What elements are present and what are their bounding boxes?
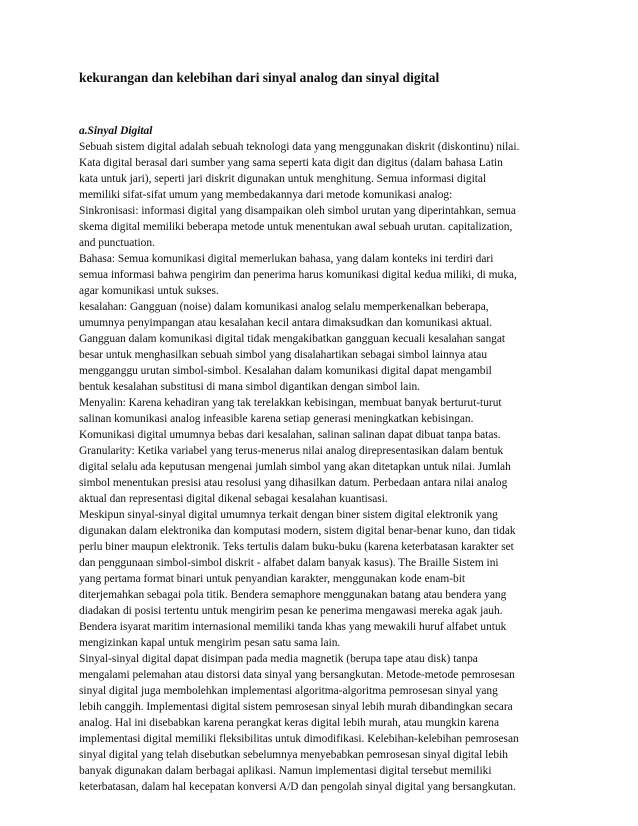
text-line: umumnya penyimpangan atau kesalahan kecil antara dimaksudkan dan komunikasi aktual.: [79, 317, 493, 329]
text-line: Meskipun sinyal-sinyal digital umumnya terkait dengan biner sistem digital elektronik yang: [79, 509, 498, 521]
text-line: memiliki sifat-sifat umum yang membedakannya dari metode komunikasi analog:: [79, 189, 453, 201]
text-line: besar untuk menghasilkan sebuah simbol yang disalahartikan sebagai simbol lainnya atau: [79, 349, 488, 361]
text-line: diterjemahkan sebagai pola titik. Bendera semaphore menggunakan batang atau bendera yang: [79, 589, 507, 601]
text-line: Menyalin: Karena kehadiran yang tak terelakkan kebisingan, membuat banyak berturut-turut: [79, 397, 502, 409]
text-line: kesalahan: Gangguan (noise) dalam komunikasi analog selalu memperkenalkan beberapa,: [79, 301, 489, 313]
text-line: and punctuation.: [79, 237, 155, 249]
text-line: skema digital memiliki beberapa metode untuk menentukan awal sebuah urutan. capitalization,: [79, 221, 513, 233]
text-line: sinyal digital juga membolehkan implementasi algoritma-algoritma pemrosesan sinyal yang: [79, 685, 498, 697]
text-line: lebih canggih. Implementasi digital sistem pemrosesan sinyal lebih murah dibandingkan secara: [79, 701, 513, 713]
document-title: kekurangan dan kelebihan dari sinyal analog dan sinyal digital: [79, 70, 440, 85]
text-line: agar komunikasi untuk sukses.: [79, 285, 219, 297]
text-line: digunakan dalam elektronika dan komputasi modern, sistem digital benar-benar kuno, dan tidak: [79, 525, 516, 537]
text-line: salinan komunikasi analog infeasible karena setiap generasi meningkatkan kebisingan.: [79, 413, 474, 425]
document-page: [79, 70, 567, 795]
text-line: Bendera isyarat maritim internasional memiliki tanda khas yang mewakili huruf alfabet untuk: [79, 621, 507, 633]
text-line: digital selalu ada keputusan mengenai jumlah simbol yang akan ditetapkan untuk nilai. Jumlah: [79, 461, 511, 473]
text-line: keterbatasan, dalam hal kecepatan konversi A/D dan pengolah sinyal digital yang bersangkutan.: [79, 781, 516, 793]
text-line: Kata digital berasal dari sumber yang sama seperti kata digit dan digitus (dalam bahasa Latin: [79, 157, 503, 169]
text-line: Sinyal-sinyal digital dapat disimpan pada media magnetik (berupa tape atau disk) tanpa: [79, 653, 478, 665]
text-line: mengganggu urutan simbol-simbol. Kesalahan dalam komunikasi digital dapat mengambil: [79, 365, 492, 377]
text-line: Bahasa: Semua komunikasi digital memerlukan bahasa, yang dalam konteks ini terdiri dari: [79, 253, 494, 265]
text-line: mengalami pelemahan atau distorsi data sinyal yang bersangkutan. Metode-metode pemrosesan: [79, 669, 515, 681]
text-line: aktual dan representasi digital dikenal sebagai kesalahan kuantisasi.: [79, 493, 388, 505]
text-line: Sebuah sistem digital adalah sebuah teknologi data yang menggunakan diskrit (diskontinu) nilai.: [79, 141, 520, 153]
section-heading: a.Sinyal Digital: [79, 125, 153, 137]
text-line: Gangguan dalam komunikasi digital tidak mengakibatkan gangguan kecuali kesalahan sangat: [79, 333, 506, 345]
text-line: simbol menentukan presisi atau resolusi yang dihasilkan datum. Perbedaan antara nilai analog: [79, 477, 508, 489]
text-line: Granularity: Ketika variabel yang terus-menerus nilai analog direpresentasikan dalam bentuk: [79, 445, 504, 457]
text-line: mengizinkan kapal untuk mengirim pesan satu sama lain.: [79, 637, 341, 649]
text-line: banyak digunakan dalam berbagai aplikasi. Namun implementasi digital tersebut memiliki: [79, 765, 492, 777]
text-line: yang pertama format binari untuk penyandian karakter, menggunakan kode enam-bit: [79, 573, 466, 585]
text-line: Sinkronisasi: informasi digital yang disampaikan oleh simbol urutan yang diperintahkan, semua: [79, 205, 516, 217]
text-line: bentuk kesalahan substitusi di mana simbol digantikan dengan simbol lain.: [79, 381, 421, 393]
text-line: semua informasi bahwa pengirim dan penerima harus komunikasi digital kedua miliki, di muka,: [79, 269, 517, 281]
text-line: analog. Hal ini disebabkan karena perangkat keras digital lebih murah, atau mungkin karena: [79, 717, 500, 729]
text-line: implementasi digital memiliki fleksibilitas untuk dimodifikasi. Kelebihan-kelebihan pemrosesan: [79, 733, 519, 745]
text-line: Komunikasi digital umumnya bebas dari kesalahan, salinan salinan dapat dibuat tanpa batas.: [79, 429, 501, 441]
text-line: diadakan di posisi tertentu untuk mengirim pesan ke penerima mengawasi mereka agak jauh.: [79, 605, 503, 617]
text-line: perlu biner maupun elektronik. Teks tertulis dalam buku-buku (karena keterbatasan karakter set: [79, 541, 514, 553]
text-line: sinyal digital yang telah disebutkan sebelumnya menyebabkan pemrosesan sinyal digital lebih: [79, 749, 508, 761]
text-line: dan penggunaan simbol-simbol diskrit - alfabet dalam banyak kasus). The Braille Sistem ini: [79, 557, 499, 569]
text-line: kata untuk jari), seperti jari diskrit digunakan untuk menghitung. Semua informasi digital: [79, 173, 487, 185]
body-text: [79, 139, 567, 795]
